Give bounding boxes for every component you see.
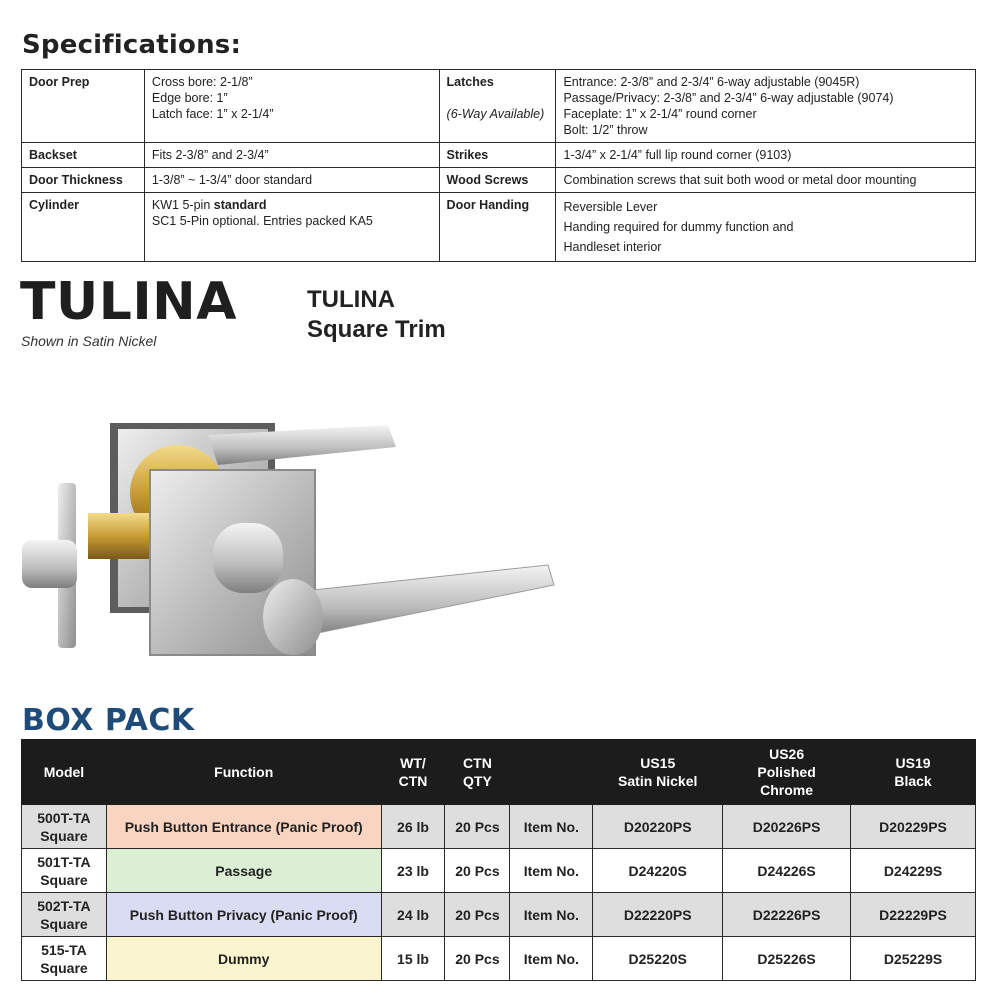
header-wt-ctn: WT/ CTN xyxy=(381,740,445,805)
specifications-table xyxy=(21,69,976,262)
spec-value-wood-screws: Combination screws that suit both wood or metal door mounting xyxy=(556,168,976,193)
spec-value-door-handing: Reversible Lever Handing required for dummy function and Handleset interior xyxy=(556,193,976,262)
lever-product-image xyxy=(18,395,563,675)
spec-label-wood-screws: Wood Screws xyxy=(439,168,556,193)
table-row: 502T-TA Square Push Button Privacy (Panic Proof) 24 lb 20 Pcs Item No. D22220PS D22226PS D22229PS xyxy=(22,893,976,937)
function-cell: Dummy xyxy=(106,937,381,981)
box-pack-table xyxy=(21,739,976,981)
header-ctn-qty: CTN QTY xyxy=(445,740,510,805)
header-us19: US19 Black xyxy=(851,740,976,805)
function-cell: Push Button Privacy (Panic Proof) xyxy=(106,893,381,937)
spec-label-strikes: Strikes xyxy=(439,143,556,168)
header-us15: US15 Satin Nickel xyxy=(593,740,723,805)
function-cell: Push Button Entrance (Panic Proof) xyxy=(106,805,381,849)
header-model: Model xyxy=(22,740,107,805)
brand-name: TULINA xyxy=(20,272,237,332)
spec-value-backset: Fits 2-3/8” and 2-3/4” xyxy=(144,143,439,168)
spec-label-door-handing: Door Handing xyxy=(439,193,556,262)
header-function: Function xyxy=(106,740,381,805)
spec-value-door-thickness: 1-3/8” ~ 1-3/4” door standard xyxy=(144,168,439,193)
table-row: 501T-TA Square Passage 23 lb 20 Pcs Item No. D24220S D24226S D24229S xyxy=(22,849,976,893)
spec-label-door-prep: Door Prep xyxy=(22,70,145,143)
spec-value-latches: Entrance: 2-3/8” and 2-3/4” 6-way adjustable (9045R) Passage/Privacy: 2-3/8” and 2-3/4” 6-way adjustable (9074) Faceplate: 1” x 2-1/4” round corner Bolt: 1/2” throw xyxy=(556,70,976,143)
spec-label-cylinder: Cylinder xyxy=(22,193,145,262)
product-title: TULINA Square Trim xyxy=(307,286,446,343)
spec-label-door-thickness: Door Thickness xyxy=(22,168,145,193)
latches-note: (6-Way Available) xyxy=(446,107,545,121)
finish-caption: Shown in Satin Nickel xyxy=(21,333,157,349)
specifications-heading: Specifications: xyxy=(22,30,242,60)
function-cell: Passage xyxy=(106,849,381,893)
box-pack-heading: BOX PACK xyxy=(22,703,195,738)
spec-value-door-prep: Cross bore: 2-1/8” Edge bore: 1” Latch face: 1” x 2-1/4” xyxy=(144,70,439,143)
spec-label-backset: Backset xyxy=(22,143,145,168)
header-item-label xyxy=(510,740,593,805)
table-row: 515-TA Square Dummy 15 lb 20 Pcs Item No. D25220S D25226S D25229S xyxy=(22,937,976,981)
header-us26: US26 Polished Chrome xyxy=(723,740,851,805)
spec-label-latches: Latches (6-Way Available) xyxy=(439,70,556,143)
table-row: 500T-TA Square Push Button Entrance (Panic Proof) 26 lb 20 Pcs Item No. D20220PS D20226PS D20229PS xyxy=(22,805,976,849)
spec-value-strikes: 1-3/4” x 2-1/4” full lip round corner (9103) xyxy=(556,143,976,168)
spec-value-cylinder: KW1 5-pin standard SC1 5-Pin optional. Entries packed KA5 xyxy=(144,193,439,262)
